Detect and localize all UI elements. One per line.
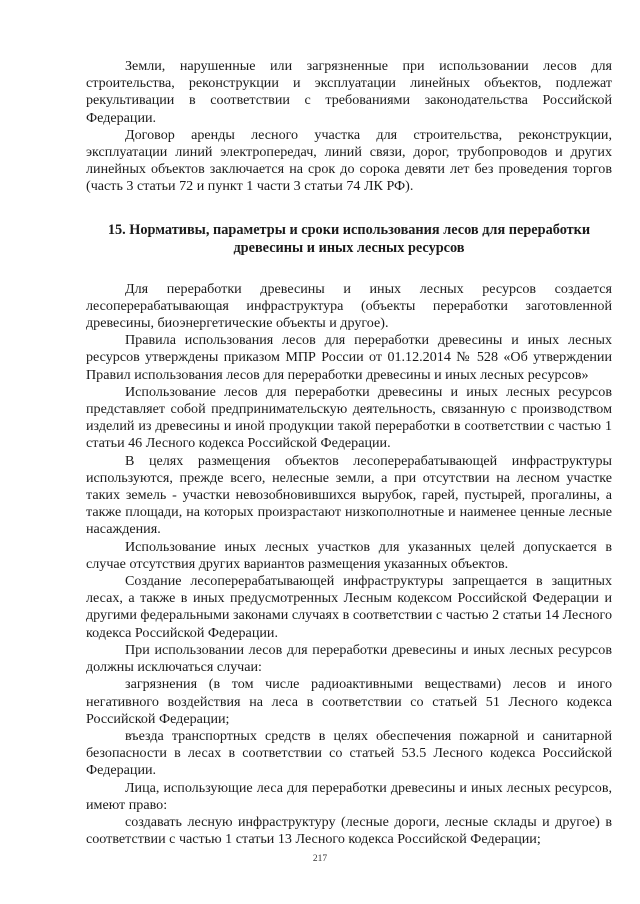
list-paragraph: создавать лесную инфраструктуру (лесные дороги, лесные склады и другое) в соответствии с частью 1 статьи 13 Лесного кодекса Российской Федерации;: [86, 813, 612, 848]
body-paragraph: Лица, использующие леса для переработки древесины и иных лесных ресурсов, имеют право:: [86, 779, 612, 813]
document-page: [86, 58, 612, 848]
body-paragraph: Использование лесов для переработки древесины и иных лесных ресурсов представляет собой предпринимательскую деятельность, связанную с производством изделий из древесины и иной продукции такой переработки в соответствии с частью 1 статьи 46 Лесного кодекса Российской Федерации.: [86, 383, 612, 452]
list-paragraph: въезда транспортных средств в целях обеспечения пожарной и санитарной безопасности в лесах в соответствии со статьей 53.5 Лесного кодекса Российской Федерации.: [86, 727, 612, 779]
body-paragraph: Использование иных лесных участков для указанных целей допускается в случае отсутствия других вариантов размещения указанных объектов.: [86, 538, 612, 572]
list-paragraph: загрязнения (в том числе радиоактивными веществами) лесов и иного негативного воздействия на леса в соответствии со статьей 51 Лесного кодекса Российской Федерации;: [86, 676, 612, 727]
page-number: 217: [312, 854, 328, 864]
body-paragraph: Создание лесоперерабатывающей инфраструктуры запрещается в защитных лесах, а также в иных предусмотренных Лесным кодексом Российской Федерации и другими федеральными законами случаях в соответствии с частью 2 статьи 14 Лесного кодекса Российской Федерации.: [86, 573, 612, 641]
section-heading: 15. Нормативы, параметры и сроки использования лесов для переработки древесины и иных лесных ресурсов: [107, 221, 591, 256]
body-paragraph: При использовании лесов для переработки древесины и иных лесных ресурсов должны исключаться случаи:: [86, 641, 612, 676]
body-paragraph: Для переработки древесины и иных лесных ресурсов создается лесоперерабатывающая инфраструктура (объекты переработки заготовленной древесины, биоэнергетические объекты и другое).: [86, 280, 612, 332]
body-paragraph: В целях размещения объектов лесоперерабатывающей инфраструктуры используются, прежде всего, нелесные земли, а при отсутствии на лесном участке таких земель - участки невозобновившихся вырубок, гарей, пустырей, прогалины, а также площади, на которых произрастают низкополнотные и наименее ценные лесные насаждения.: [86, 452, 612, 538]
body-paragraph: Договор аренды лесного участка для строительства, реконструкции, эксплуатации линий электропередач, линий связи, дорог, трубопроводов и других линейных объектов заключается на срок до сорока девяти лет без проведения торгов (часть 3 статьи 72 и пункт 1 части 3 статьи 74 ЛК РФ).: [86, 126, 612, 195]
body-paragraph: Правила использования лесов для переработки древесины и иных лесных ресурсов утверждены приказом МПР России от 01.12.2014 № 528 «Об утверждении Правил использования лесов для переработки древесины и иных лесных ресурсов»: [86, 332, 612, 383]
body-paragraph: Земли, нарушенные или загрязненные при использовании лесов для строительства, реконструкции и эксплуатации линейных объектов, подлежат рекультивации в соответствии с требованиями законодательства Российской Федерации.: [86, 58, 612, 126]
